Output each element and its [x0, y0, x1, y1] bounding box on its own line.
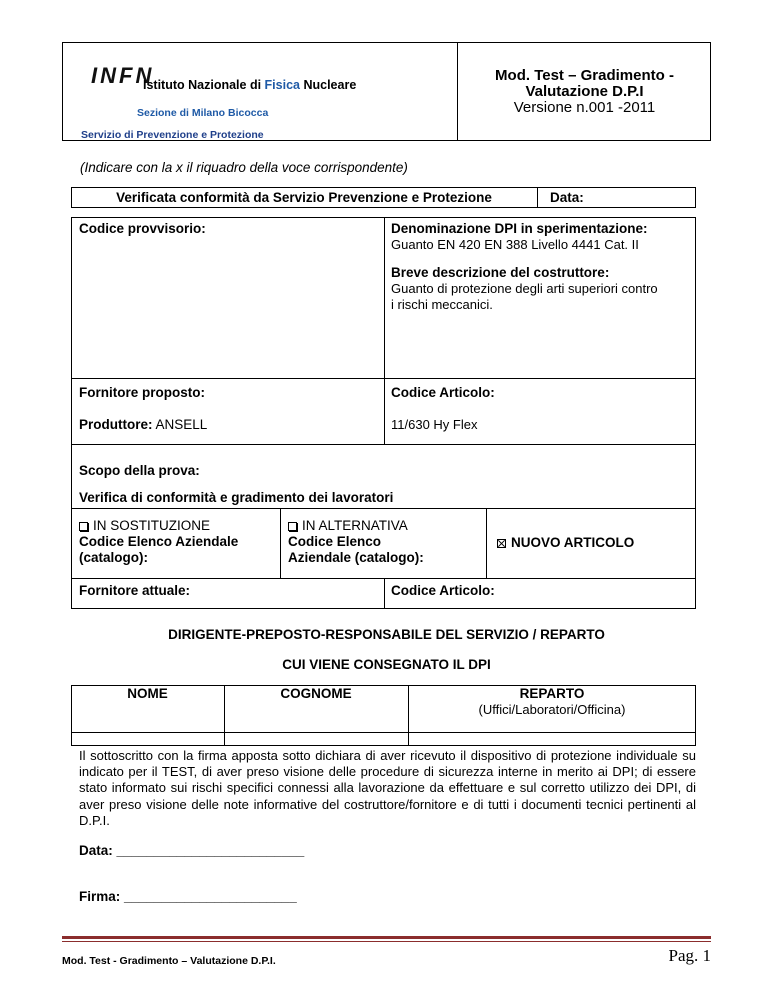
description-line1: Guanto di protezione degli arti superiori contro [391, 281, 658, 296]
dpi-name-label: Denominazione DPI in sperimentazione: [391, 221, 648, 236]
signature-sign-line[interactable]: _______________________ [120, 889, 297, 904]
col-department-header [408, 686, 696, 718]
form-title-block [458, 68, 711, 116]
option-new-label: NUOVO ARTICOLO [511, 535, 635, 550]
recipient-title-line1: DIRIGENTE-PREPOSTO-RESPONSABILE DEL SERVIZIO / REPARTO [168, 627, 605, 642]
current-supplier-label: Fornitore attuale: [79, 583, 191, 598]
proposed-supplier-label: Fornitore proposto: [79, 385, 205, 400]
dpi-name-block [391, 221, 691, 253]
description-block [391, 265, 691, 312]
section-name: Sezione di Milano Bicocca [137, 107, 269, 119]
col-surname-header: COGNOME [280, 686, 352, 701]
col-name-header: NOME [127, 686, 168, 701]
institute-name: Istituto Nazionale di Fisica Nucleare [143, 78, 357, 92]
signature-sign [79, 889, 297, 905]
signature-date [79, 843, 304, 859]
option-alternative-label: IN ALTERNATIVA [302, 518, 408, 533]
producer-label: Produttore: [79, 417, 153, 432]
footer-page-number: Pag. 1 [668, 946, 711, 965]
producer-field [79, 417, 207, 433]
signature-date-line[interactable]: _________________________ [112, 843, 305, 858]
option-replacement-sub2: (catalogo): [79, 550, 148, 565]
instruction-text: (Indicare con la x il riquadro della voce corrispondente) [80, 160, 408, 175]
declaration-text: Il sottoscritto con la firma apposta sotto dichiara di aver ricevuto il dispositivo di protezione individuale su indicato per il TEST, di aver preso visione delle procedure di sicurezza interne in merito ai DPI; di essere stato informato sui rischi specifici connessi alla lavorazione da effettuare e sul corretto utilizzo dei DPI, di aver preso visione delle note informative del costruttore/fornitore e di tutti i documenti tecnici pertinenti al D.P.I. [79, 748, 696, 828]
form-title-line2: Valutazione D.P.I [525, 83, 644, 100]
option-alternative-sub1: Codice Elenco [288, 534, 382, 549]
checkbox-alternative[interactable] [288, 522, 297, 531]
option-alternative-sub2: Aziendale (catalogo): [288, 550, 424, 565]
article-code-value: 11/630 Hy Flex [391, 417, 478, 432]
recipient-title-line2: CUI VIENE CONSEGNATO IL DPI [282, 657, 491, 672]
producer-value: ANSELL [152, 417, 208, 432]
footer-rule-thin [62, 941, 711, 942]
purpose-label: Scopo della prova: [79, 463, 200, 478]
conformity-date-label: Data: [550, 190, 584, 205]
conformity-label: Verificata conformità da Servizio Prevenzione e Protezione [116, 190, 492, 205]
option-replacement [79, 518, 279, 566]
description-line2: i rischi meccanici. [391, 296, 493, 312]
footer-rule [62, 936, 711, 939]
service-name: Servizio di Prevenzione e Protezione [81, 129, 264, 141]
provisional-code-label: Codice provvisorio: [79, 221, 206, 236]
dpi-name-value: Guanto EN 420 EN 388 Livello 4441 Cat. II [391, 237, 639, 252]
article-code-label: Codice Articolo: [391, 385, 495, 400]
option-new [497, 535, 634, 551]
purpose-value: Verifica di conformità e gradimento dei lavoratori [79, 490, 394, 505]
col-department-sub: (Uffici/Laboratori/Officina) [478, 702, 626, 717]
description-label: Breve descrizione del costruttore: [391, 265, 610, 280]
footer-title: Mod. Test - Gradimento – Valutazione D.P.I. [62, 955, 276, 967]
option-alternative [288, 518, 483, 566]
signature-sign-label: Firma: [79, 889, 121, 904]
option-replacement-sub1: Codice Elenco Aziendale [79, 534, 239, 549]
current-article-code-label: Codice Articolo: [391, 583, 495, 598]
checkbox-new-checked[interactable] [497, 539, 506, 548]
signature-date-label: Data: [79, 843, 113, 858]
checkbox-replacement[interactable] [79, 522, 88, 531]
form-title-line1: Mod. Test – Gradimento - [495, 67, 674, 84]
col-department-label: REPARTO [519, 686, 585, 701]
form-version: Versione n.001 -2011 [513, 99, 656, 116]
infn-logo-text: INFN [91, 63, 155, 88]
option-replacement-label: IN SOSTITUZIONE [93, 518, 211, 533]
